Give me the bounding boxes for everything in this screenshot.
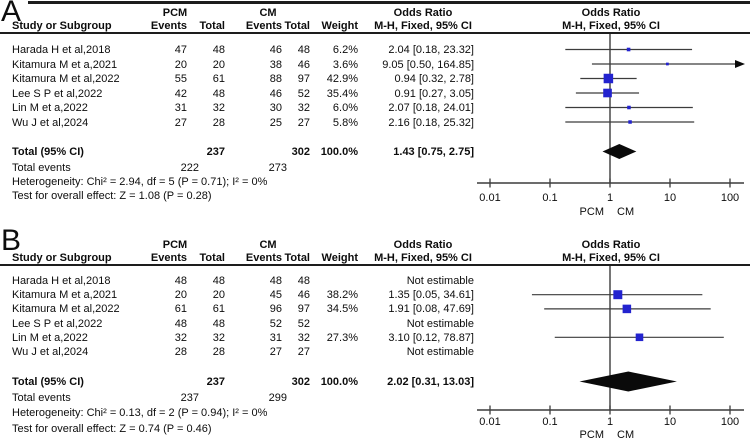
- forest-plot-canvas: [0, 228, 750, 446]
- weight-value: 3.6%: [332, 58, 358, 71]
- weight-value: 6.0%: [332, 102, 358, 114]
- col-header-cm-events: Events: [245, 252, 282, 264]
- pcm-events-value: 20: [174, 289, 187, 302]
- odds-ratio-value: 0.94 [0.32, 2.78]: [394, 73, 474, 85]
- weight-value: 38.2%: [326, 289, 358, 302]
- cm-events-value: 38: [269, 58, 282, 71]
- pcm-events-value: 61: [174, 303, 187, 316]
- axis-favours-right-label: CM: [617, 206, 635, 218]
- total-pcm: 237: [206, 376, 225, 388]
- axis-tick-label: 0.1: [542, 416, 558, 428]
- cm-total-value: 46: [297, 58, 310, 71]
- cm-events-value: 52: [269, 317, 282, 330]
- cm-total-value: 52: [297, 317, 310, 330]
- odds-ratio-value: 2.04 [0.18, 23.32]: [388, 44, 474, 56]
- panel-b: [0, 224, 750, 446]
- total-events-cm: 273: [268, 162, 287, 174]
- cm-events-value: 48: [269, 275, 282, 287]
- weight-value: 35.4%: [326, 87, 358, 100]
- cm-events-value: 30: [269, 102, 282, 114]
- study-name: Lin M et a,2022: [12, 102, 88, 114]
- col-header-study: Study or Subgroup: [12, 20, 112, 32]
- odds-ratio-value: 1.35 [0.05, 34.61]: [388, 289, 474, 302]
- effect-square: [623, 305, 632, 314]
- weight-value: 5.8%: [332, 116, 358, 129]
- odds-ratio-value: Not estimable: [406, 346, 474, 358]
- odds-ratio-value: Not estimable: [406, 275, 474, 287]
- group-header-pcm: PCM: [162, 239, 188, 251]
- odds-ratio-value: 0.91 [0.27, 3.05]: [394, 87, 474, 100]
- cm-events-value: 45: [269, 289, 282, 302]
- odds-ratio-plot-header: Odds Ratio: [581, 239, 641, 251]
- axis-tick-label: 100: [720, 192, 740, 204]
- heterogeneity-text: Heterogeneity: Chi² = 2.94, df = 5 (P = 0.71); I² = 0%: [12, 176, 268, 188]
- method-plot-header: M-H, Fixed, 95% CI: [562, 20, 660, 32]
- method-text-header: M-H, Fixed, 95% CI: [374, 20, 472, 32]
- total-events-pcm: 222: [180, 162, 199, 174]
- total-diamond: [603, 144, 637, 159]
- cm-total-value: 32: [297, 102, 310, 114]
- ci-arrow-right: [735, 60, 745, 68]
- study-name: Kitamura M et al,2022: [12, 73, 120, 85]
- method-text-header: M-H, Fixed, 95% CI: [374, 252, 472, 264]
- odds-ratio-text-header: Odds Ratio: [393, 7, 453, 19]
- cm-total-value: 48: [297, 44, 310, 56]
- weight-value: 27.3%: [326, 331, 358, 344]
- cm-total-value: 27: [297, 116, 310, 129]
- col-header-pcm-total: Total: [199, 252, 225, 264]
- study-name: Wu J et al,2024: [12, 116, 89, 129]
- panel-label: A: [1, 0, 22, 28]
- total-events-label: Total events: [12, 162, 71, 174]
- pcm-total-value: 28: [212, 346, 225, 358]
- pcm-total-value: 48: [212, 44, 225, 56]
- total-events-label: Total events: [12, 392, 71, 404]
- pcm-total-value: 20: [212, 289, 225, 302]
- cm-total-value: 97: [297, 303, 310, 316]
- pcm-events-value: 32: [174, 331, 187, 344]
- overall-effect-text: Test for overall effect: Z = 1.08 (P = 0.28): [12, 190, 212, 202]
- pcm-total-value: 32: [212, 102, 225, 114]
- study-name: Wu J et al,2024: [12, 346, 89, 358]
- axis-tick-label: 100: [720, 416, 740, 428]
- total-weight: 100.0%: [320, 146, 358, 158]
- col-header-pcm-events: Events: [150, 20, 187, 32]
- odds-ratio-value: 2.16 [0.18, 25.32]: [388, 116, 474, 129]
- group-header-cm: CM: [259, 239, 277, 251]
- pcm-events-value: 48: [174, 317, 187, 330]
- odds-ratio-value: 3.10 [0.12, 78.87]: [388, 331, 474, 344]
- effect-square: [627, 106, 631, 110]
- odds-ratio-text-header: Odds Ratio: [393, 239, 453, 251]
- group-header-cm: CM: [259, 7, 277, 19]
- panel-label: B: [1, 224, 22, 257]
- pcm-total-value: 61: [212, 73, 225, 85]
- cm-total-value: 32: [297, 331, 310, 344]
- study-name: Lee S P et al,2022: [12, 87, 103, 100]
- odds-ratio-value: 9.05 [0.50, 164.85]: [382, 58, 474, 71]
- pcm-events-value: 28: [174, 346, 187, 358]
- pcm-events-value: 48: [174, 275, 187, 287]
- study-name: Lee S P et al,2022: [12, 317, 103, 330]
- axis-tick-label: 10: [663, 192, 677, 204]
- effect-square: [627, 48, 631, 52]
- effect-square: [603, 89, 612, 98]
- pcm-total-value: 48: [212, 317, 225, 330]
- cm-total-value: 46: [297, 289, 310, 302]
- cm-total-value: 27: [297, 346, 310, 358]
- pcm-total-value: 48: [212, 275, 225, 287]
- study-name: Lin M et a,2022: [12, 331, 88, 344]
- pcm-events-value: 31: [174, 102, 187, 114]
- weight-value: 42.9%: [326, 73, 358, 85]
- pcm-events-value: 27: [174, 116, 187, 129]
- method-plot-header: M-H, Fixed, 95% CI: [562, 252, 660, 264]
- axis-tick-label: 1: [606, 192, 614, 204]
- odds-ratio-value: Not estimable: [406, 317, 474, 330]
- total-odds-ratio: 1.43 [0.75, 2.75]: [393, 146, 474, 158]
- study-name: Harada H et al,2018: [12, 44, 111, 56]
- cm-events-value: 27: [269, 346, 282, 358]
- cm-events-value: 31: [269, 331, 282, 344]
- cm-events-value: 25: [269, 116, 282, 129]
- total-cm: 302: [291, 146, 310, 158]
- pcm-events-value: 20: [174, 58, 187, 71]
- axis-tick-label: 0.01: [479, 192, 501, 204]
- pcm-total-value: 61: [212, 303, 225, 316]
- total-pcm: 237: [206, 146, 225, 158]
- total-diamond: [579, 372, 676, 392]
- total-cm: 302: [291, 376, 310, 388]
- weight-value: 34.5%: [326, 303, 358, 316]
- study-name: Harada H et al,2018: [12, 275, 111, 287]
- heterogeneity-text: Heterogeneity: Chi² = 0.13, df = 2 (P = 0.94); I² = 0%: [12, 407, 268, 419]
- axis-favours-right-label: CM: [617, 429, 635, 441]
- col-header-cm-total: Total: [284, 20, 310, 32]
- pcm-total-value: 32: [212, 331, 225, 344]
- col-header-pcm-total: Total: [199, 20, 225, 32]
- study-name: Kitamura M et a,2021: [12, 58, 118, 71]
- total-label: Total (95% CI): [12, 376, 84, 388]
- cm-total-value: 48: [297, 275, 310, 287]
- cm-events-value: 46: [269, 44, 282, 56]
- col-header-weight: Weight: [321, 20, 358, 32]
- axis-tick-label: 10: [663, 416, 677, 428]
- group-header-pcm: PCM: [162, 7, 188, 19]
- col-header-cm-events: Events: [245, 20, 282, 32]
- study-name: Kitamura M et al,2022: [12, 303, 120, 316]
- effect-square: [613, 290, 622, 299]
- cm-events-value: 96: [269, 303, 282, 316]
- axis-tick-label: 0.01: [479, 416, 501, 428]
- total-odds-ratio: 2.02 [0.31, 13.03]: [387, 376, 474, 388]
- effect-square: [604, 74, 613, 83]
- total-events-pcm: 237: [180, 392, 199, 404]
- pcm-total-value: 20: [212, 58, 225, 71]
- axis-tick-label: 0.1: [542, 192, 558, 204]
- col-header-study: Study or Subgroup: [12, 252, 112, 264]
- axis-tick-label: 1: [606, 416, 614, 428]
- pcm-total-value: 28: [212, 116, 225, 129]
- cm-total-value: 97: [297, 73, 310, 85]
- axis-favours-left-label: PCM: [579, 206, 604, 218]
- study-name: Kitamura M et a,2021: [12, 289, 118, 302]
- total-label: Total (95% CI): [12, 146, 84, 158]
- cm-total-value: 52: [297, 87, 310, 100]
- col-header-cm-total: Total: [284, 252, 310, 264]
- effect-square: [636, 334, 644, 342]
- total-weight: 100.0%: [320, 376, 358, 388]
- effect-square: [628, 120, 631, 123]
- axis-favours-left-label: PCM: [579, 429, 604, 441]
- overall-effect-text: Test for overall effect: Z = 0.74 (P = 0.46): [12, 423, 212, 435]
- col-header-pcm-events: Events: [150, 252, 187, 264]
- pcm-events-value: 42: [174, 87, 187, 100]
- pcm-total-value: 48: [212, 87, 225, 100]
- col-header-weight: Weight: [321, 252, 358, 264]
- odds-ratio-value: 1.91 [0.08, 47.69]: [388, 303, 474, 316]
- odds-ratio-value: 2.07 [0.18, 24.01]: [388, 102, 474, 114]
- cm-events-value: 88: [269, 73, 282, 85]
- total-events-cm: 299: [268, 392, 287, 404]
- effect-square: [666, 63, 669, 66]
- pcm-events-value: 55: [174, 73, 187, 85]
- odds-ratio-plot-header: Odds Ratio: [581, 7, 641, 19]
- cm-events-value: 46: [269, 87, 282, 100]
- weight-value: 6.2%: [332, 44, 358, 56]
- pcm-events-value: 47: [174, 44, 187, 56]
